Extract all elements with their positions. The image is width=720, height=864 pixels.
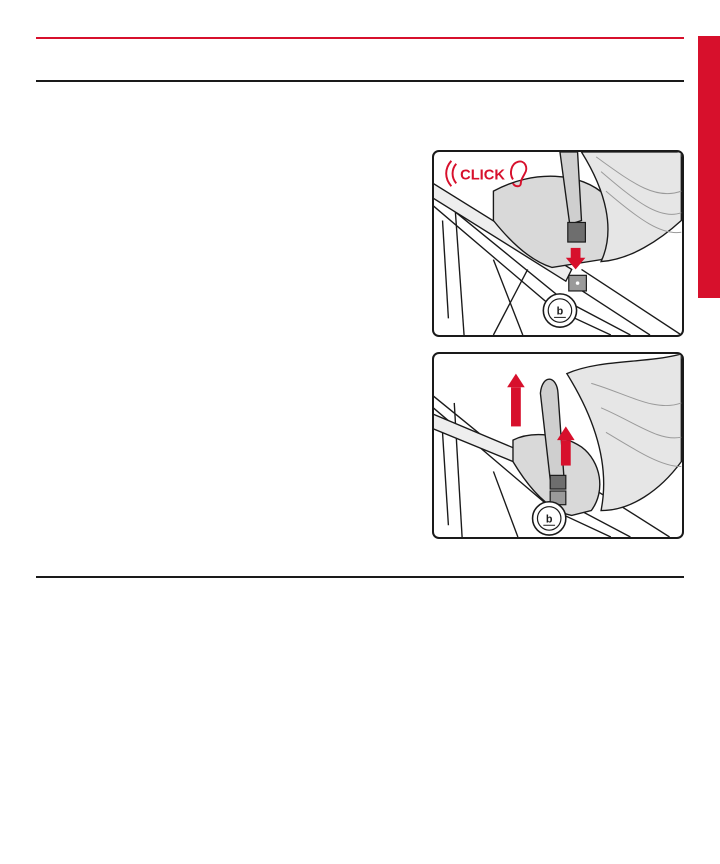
footer-divider xyxy=(36,576,684,578)
b-logo-icon xyxy=(533,502,566,535)
b-logo-icon xyxy=(543,294,576,327)
header-divider xyxy=(36,80,684,82)
section-side-tab xyxy=(698,36,720,298)
illustration-remove-seat xyxy=(432,352,684,539)
illustration-attach-seat xyxy=(432,150,684,337)
svg-text:b: b xyxy=(556,305,564,318)
svg-text:b: b xyxy=(545,513,553,526)
arrow-up-icon xyxy=(507,374,525,427)
click-label: CLICK xyxy=(460,167,505,184)
top-red-rule xyxy=(36,37,684,39)
